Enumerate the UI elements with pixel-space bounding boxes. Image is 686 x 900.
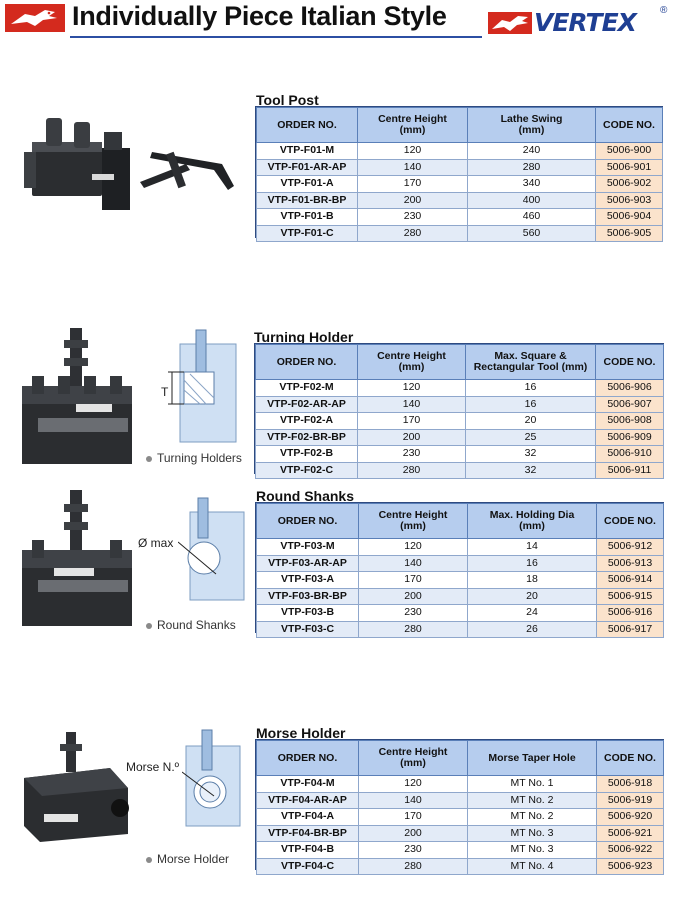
spec-header bbox=[468, 741, 597, 776]
spec-cell: 460 bbox=[468, 209, 596, 226]
centre-height-cell: 120 bbox=[358, 380, 466, 397]
round-shanks-title: Round Shanks bbox=[256, 488, 355, 504]
table-row bbox=[257, 809, 664, 826]
spec-cell: 32 bbox=[466, 462, 596, 479]
morse-holder-diagram-icon bbox=[182, 728, 246, 828]
order-no-header bbox=[257, 108, 358, 143]
centre-height-cell: 120 bbox=[358, 143, 468, 160]
order-no-cell: VTP-F01-M bbox=[257, 143, 358, 160]
code-no-cell: 5006-912 bbox=[597, 539, 664, 556]
order-no-cell: VTP-F03-B bbox=[257, 605, 359, 622]
header-text: CODE NO. bbox=[604, 514, 656, 527]
code-no-cell: 5006-901 bbox=[596, 159, 663, 176]
spec-cell: 14 bbox=[468, 539, 597, 556]
order-no-cell: VTP-F04-A bbox=[257, 809, 359, 826]
spec-cell: 400 bbox=[468, 192, 596, 209]
spec-cell: 560 bbox=[468, 225, 596, 242]
code-no-cell: 5006-910 bbox=[596, 446, 664, 463]
registered-mark: ® bbox=[660, 5, 668, 16]
table-header-row bbox=[257, 741, 664, 776]
header-text: ORDER NO. bbox=[277, 751, 338, 764]
brand-name: VERTEX bbox=[534, 8, 636, 37]
table-row bbox=[257, 621, 664, 638]
centre-height-cell: 280 bbox=[358, 225, 468, 242]
header-text: (mm) bbox=[400, 520, 426, 532]
code-no-cell: 5006-919 bbox=[597, 792, 664, 809]
code-no-cell: 5006-920 bbox=[597, 809, 664, 826]
spec-cell: MT No. 1 bbox=[468, 776, 597, 793]
order-no-cell: VTP-F01-C bbox=[257, 225, 358, 242]
round-shanks-table bbox=[256, 503, 664, 638]
centre-height-cell: 230 bbox=[359, 842, 468, 859]
header-text: Lathe Swing bbox=[500, 113, 563, 125]
table-row bbox=[257, 555, 664, 572]
order-no-cell: VTP-F03-M bbox=[257, 539, 359, 556]
spec-cell: 20 bbox=[468, 588, 597, 605]
vertex-brand-logo bbox=[488, 5, 678, 39]
order-no-cell: VTP-F04-M bbox=[257, 776, 359, 793]
code-no-cell: 5006-905 bbox=[596, 225, 663, 242]
centre-height-cell: 200 bbox=[358, 429, 466, 446]
header-text: ORDER NO. bbox=[277, 118, 337, 131]
spec-header bbox=[466, 345, 596, 380]
centre-height-cell: 200 bbox=[359, 588, 468, 605]
bullet-icon bbox=[146, 623, 152, 629]
centre-height-header bbox=[359, 504, 468, 539]
header-text: Max. Holding Dia bbox=[489, 509, 575, 521]
header-text: ORDER NO. bbox=[277, 514, 338, 527]
code-no-header bbox=[597, 504, 664, 539]
table-row bbox=[257, 858, 664, 875]
turning-holder-title: Turning Holder bbox=[254, 329, 354, 345]
max-diameter-label: Ø max bbox=[138, 536, 174, 550]
morse-holder-table bbox=[256, 740, 664, 875]
code-no-cell: 5006-903 bbox=[596, 192, 663, 209]
spec-header bbox=[468, 108, 596, 143]
round-shanks-caption bbox=[146, 618, 236, 632]
order-no-cell: VTP-F01-BR-BP bbox=[257, 192, 358, 209]
order-no-cell: VTP-F02-AR-AP bbox=[256, 396, 358, 413]
order-no-cell: VTP-F03-C bbox=[257, 621, 359, 638]
code-no-cell: 5006-922 bbox=[597, 842, 664, 859]
table-row bbox=[256, 396, 664, 413]
centre-height-cell: 140 bbox=[358, 159, 468, 176]
table-header-row bbox=[256, 345, 664, 380]
table-row bbox=[256, 413, 664, 430]
header-text: CODE NO. bbox=[604, 751, 656, 764]
order-no-cell: VTP-F02-B bbox=[256, 446, 358, 463]
title-underline bbox=[70, 36, 482, 38]
order-no-cell: VTP-F02-C bbox=[256, 462, 358, 479]
order-no-cell: VTP-F02-M bbox=[256, 380, 358, 397]
code-no-cell: 5006-918 bbox=[597, 776, 664, 793]
table-row bbox=[257, 605, 664, 622]
centre-height-cell: 170 bbox=[358, 176, 468, 193]
spec-cell: 340 bbox=[468, 176, 596, 193]
table-row bbox=[257, 825, 664, 842]
centre-height-cell: 140 bbox=[359, 792, 468, 809]
order-no-cell: VTP-F03-AR-AP bbox=[257, 555, 359, 572]
code-no-header bbox=[596, 345, 664, 380]
order-no-cell: VTP-F02-A bbox=[256, 413, 358, 430]
tool-post-title: Tool Post bbox=[256, 92, 319, 108]
bullet-icon bbox=[146, 456, 152, 462]
page-header bbox=[0, 0, 686, 44]
table-row bbox=[256, 429, 664, 446]
centre-height-cell: 280 bbox=[359, 621, 468, 638]
order-no-cell: VTP-F04-AR-AP bbox=[257, 792, 359, 809]
centre-height-header bbox=[358, 345, 466, 380]
table-row bbox=[257, 159, 663, 176]
code-no-cell: 5006-906 bbox=[596, 380, 664, 397]
spec-cell: MT No. 3 bbox=[468, 842, 597, 859]
table-row bbox=[257, 176, 663, 193]
header-text: (mm) bbox=[400, 757, 426, 769]
code-no-cell: 5006-913 bbox=[597, 555, 664, 572]
code-no-cell: 5006-911 bbox=[596, 462, 664, 479]
header-text: Max. Square & bbox=[494, 350, 567, 362]
centre-height-header bbox=[359, 741, 468, 776]
spec-cell: 18 bbox=[468, 572, 597, 589]
table-row bbox=[257, 572, 664, 589]
code-no-cell: 5006-916 bbox=[597, 605, 664, 622]
round-shanks-diagram-icon bbox=[178, 496, 248, 602]
order-no-cell: VTP-F01-B bbox=[257, 209, 358, 226]
header-text: ORDER NO. bbox=[276, 355, 337, 368]
morse-number-label: Morse N.º bbox=[126, 760, 180, 774]
spec-cell: MT No. 2 bbox=[468, 792, 597, 809]
spec-cell: 26 bbox=[468, 621, 597, 638]
order-no-cell: VTP-F02-BR-BP bbox=[256, 429, 358, 446]
centre-height-header bbox=[358, 108, 468, 143]
header-text: (mm) bbox=[399, 124, 426, 136]
spec-cell: 25 bbox=[466, 429, 596, 446]
order-no-cell: VTP-F04-B bbox=[257, 842, 359, 859]
header-text: (mm) bbox=[519, 520, 545, 532]
tool-post-image-icon bbox=[22, 112, 250, 224]
header-text: Centre Height bbox=[378, 113, 447, 125]
table-row bbox=[257, 209, 663, 226]
turning-holder-image-icon bbox=[18, 326, 138, 466]
centre-height-cell: 170 bbox=[359, 572, 468, 589]
morse-holder-image-icon bbox=[18, 730, 133, 845]
header-text: Centre Height bbox=[378, 746, 448, 758]
header-text: Morse Taper Hole bbox=[488, 751, 576, 764]
code-no-cell: 5006-904 bbox=[596, 209, 663, 226]
turning-holders-caption bbox=[146, 451, 242, 465]
table-row bbox=[257, 143, 663, 160]
order-no-header bbox=[256, 345, 358, 380]
morse-holder-title: Morse Holder bbox=[256, 725, 346, 741]
table-row bbox=[257, 776, 664, 793]
table-row bbox=[256, 446, 664, 463]
centre-height-cell: 120 bbox=[359, 776, 468, 793]
table-row bbox=[257, 225, 663, 242]
table-row bbox=[257, 792, 664, 809]
order-no-cell: VTP-F03-BR-BP bbox=[257, 588, 359, 605]
order-no-cell: VTP-F04-C bbox=[257, 858, 359, 875]
centre-height-cell: 230 bbox=[359, 605, 468, 622]
spec-cell: 24 bbox=[468, 605, 597, 622]
code-no-cell: 5006-923 bbox=[597, 858, 664, 875]
centre-height-cell: 140 bbox=[359, 555, 468, 572]
turning-holder-diagram-icon bbox=[160, 326, 242, 444]
code-no-cell: 5006-907 bbox=[596, 396, 664, 413]
centre-height-cell: 280 bbox=[359, 858, 468, 875]
code-no-cell: 5006-909 bbox=[596, 429, 664, 446]
spec-cell: MT No. 2 bbox=[468, 809, 597, 826]
centre-height-cell: 170 bbox=[358, 413, 466, 430]
centre-height-cell: 170 bbox=[359, 809, 468, 826]
centre-height-cell: 230 bbox=[358, 446, 466, 463]
code-no-cell: 5006-915 bbox=[597, 588, 664, 605]
table-row bbox=[257, 588, 664, 605]
spec-cell: 240 bbox=[468, 143, 596, 160]
centre-height-cell: 140 bbox=[358, 396, 466, 413]
spec-cell: 32 bbox=[466, 446, 596, 463]
code-no-header bbox=[597, 741, 664, 776]
header-text: Centre Height bbox=[378, 509, 448, 521]
centre-height-cell: 200 bbox=[358, 192, 468, 209]
centre-height-cell: 200 bbox=[359, 825, 468, 842]
tool-height-label: T bbox=[161, 385, 169, 399]
code-no-cell: 5006-908 bbox=[596, 413, 664, 430]
table-row bbox=[257, 192, 663, 209]
order-no-header bbox=[257, 741, 359, 776]
round-shanks-image-icon bbox=[18, 488, 138, 628]
order-no-header bbox=[257, 504, 359, 539]
table-row bbox=[256, 462, 664, 479]
code-no-cell: 5006-914 bbox=[597, 572, 664, 589]
caption-text: Round Shanks bbox=[157, 618, 236, 632]
table-header-row bbox=[257, 108, 663, 143]
header-text: CODE NO. bbox=[603, 118, 655, 131]
page-title: Individually Piece Italian Style bbox=[72, 1, 447, 31]
code-no-cell: 5006-902 bbox=[596, 176, 663, 193]
table-row bbox=[257, 539, 664, 556]
order-no-cell: VTP-F04-BR-BP bbox=[257, 825, 359, 842]
turning-holder-table bbox=[255, 344, 664, 479]
code-no-cell: 5006-921 bbox=[597, 825, 664, 842]
order-no-cell: VTP-F03-A bbox=[257, 572, 359, 589]
caption-text: Morse Holder bbox=[157, 852, 230, 866]
centre-height-cell: 230 bbox=[358, 209, 468, 226]
tool-post-table bbox=[256, 107, 663, 242]
morse-holder-caption bbox=[146, 852, 229, 866]
eagle-logo-icon bbox=[5, 4, 65, 32]
spec-header bbox=[468, 504, 597, 539]
code-no-cell: 5006-900 bbox=[596, 143, 663, 160]
bullet-icon bbox=[146, 857, 152, 863]
code-no-cell: 5006-917 bbox=[597, 621, 664, 638]
header-text: Centre Height bbox=[377, 350, 446, 362]
order-no-cell: VTP-F01-A bbox=[257, 176, 358, 193]
table-header-row bbox=[257, 504, 664, 539]
spec-cell: 280 bbox=[468, 159, 596, 176]
spec-cell: 20 bbox=[466, 413, 596, 430]
caption-text: Turning Holders bbox=[157, 451, 242, 465]
spec-cell: MT No. 3 bbox=[468, 825, 597, 842]
table-row bbox=[256, 380, 664, 397]
order-no-cell: VTP-F01-AR-AP bbox=[257, 159, 358, 176]
spec-cell: 16 bbox=[466, 396, 596, 413]
code-no-header bbox=[596, 108, 663, 143]
header-text: CODE NO. bbox=[603, 355, 656, 368]
spec-cell: 16 bbox=[466, 380, 596, 397]
spec-cell: MT No. 4 bbox=[468, 858, 597, 875]
header-text: (mm) bbox=[398, 361, 425, 373]
header-text: (mm) bbox=[518, 124, 545, 136]
table-row bbox=[257, 842, 664, 859]
centre-height-cell: 280 bbox=[358, 462, 466, 479]
spec-cell: 16 bbox=[468, 555, 597, 572]
header-text: Rectangular Tool (mm) bbox=[473, 361, 588, 373]
centre-height-cell: 120 bbox=[359, 539, 468, 556]
